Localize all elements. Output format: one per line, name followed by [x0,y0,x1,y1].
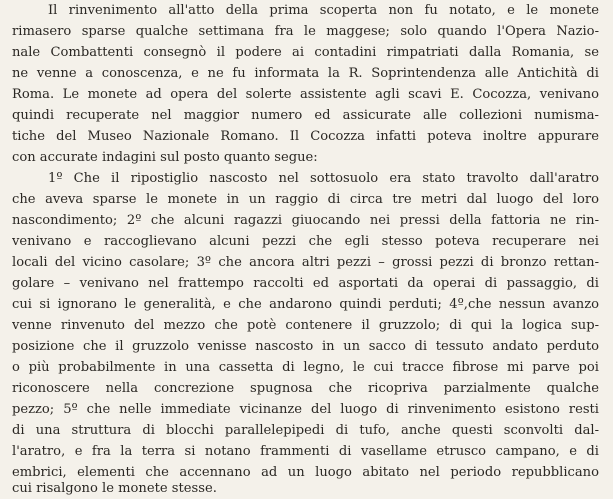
paragraph-2-line-3: nascondimento; 2º che alcuni ragazzi giuocando nei pressi della fattoria ne rin- [12,213,599,228]
paragraph-1-line-7: tiche del Museo Nazionale Romano. Il Cocozza infatti poteva inoltre appurare [12,129,599,144]
paragraph-2-line-9: posizione che il gruzzolo venisse nascosto in un sacco di tessuto andato perduto [12,339,599,354]
paragraph-2-line-6: golare – venivano nel frattempo raccolti ed asportati da operai di passaggio, di [12,276,599,291]
paragraph-2-line-16: cui risalgono le monete stesse. [12,481,217,496]
paragraph-2-line-8: venne rinvenuto del mezzo che potè contenere il gruzzolo; di qui la logica sup- [12,318,599,333]
paragraph-2-line-10: o più probabilmente in una cassetta di legno, le cui tracce fibrose mi parve poi [12,360,599,375]
paragraph-2-line-12: pezzo; 5º che nelle immediate vicinanze del luogo di rinvenimento esistono resti [12,402,599,417]
paragraph-1-line-5: Roma. Le monete ad opera del solerte assistente agli scavi E. Cocozza, venivano [12,87,599,102]
paragraph-2-line-7: cui si ignorano le generalità, e che andarono quindi perduti; 4º,che nessun avanzo [12,297,599,312]
paragraph-1-line-8: con accurate indagini sul posto quanto segue: [12,150,318,165]
paragraph-2-line-11: riconoscere nella concrezione spugnosa che ricopriva parzialmente qualche [12,381,599,396]
paragraph-1-line-2: rimasero sparse qualche settimana fra le maggese; solo quando l'Opera Nazio- [12,24,599,39]
paragraph-1-line-1: Il rinvenimento all'atto della prima scoperta non fu notato, e le monete [48,3,599,18]
paragraph-2-line-14: l'aratro, e fra la terra si notano frammenti di vasellame etrusco campano, e di [12,444,599,459]
paragraph-2-line-15: embrici, elementi che accennano ad un luogo abitato nel periodo repubblicano [12,465,599,480]
paragraph-2-line-5: locali del vicino casolare; 3º che ancora altri pezzi – grossi pezzi di bronzo rettan- [12,255,599,270]
paragraph-2-line-1: 1º Che il ripostiglio nascosto nel sottosuolo era stato travolto dall'aratro [48,171,599,186]
paragraph-1-line-3: nale Combattenti consegnò il podere ai contadini rimpatriati dalla Romania, se [12,45,599,60]
paragraph-2-line-13: di una struttura di blocchi parallelepipedi di tufo, anche questi sconvolti dal- [12,423,599,438]
paragraph-2-line-4: venivano e raccoglievano alcuni pezzi che egli stesso poteva recuperare nei [12,234,599,249]
paragraph-1-line-4: ne venne a conoscenza, e ne fu informata la R. Soprintendenza alle Antichità di [12,66,599,81]
paragraph-2-line-2: che aveva sparse le monete in un raggio di circa tre metri dal luogo del loro [12,192,599,207]
paragraph-1-line-6: quindi recuperate nel maggior numero ed assicurate alle collezioni numisma- [12,108,599,123]
